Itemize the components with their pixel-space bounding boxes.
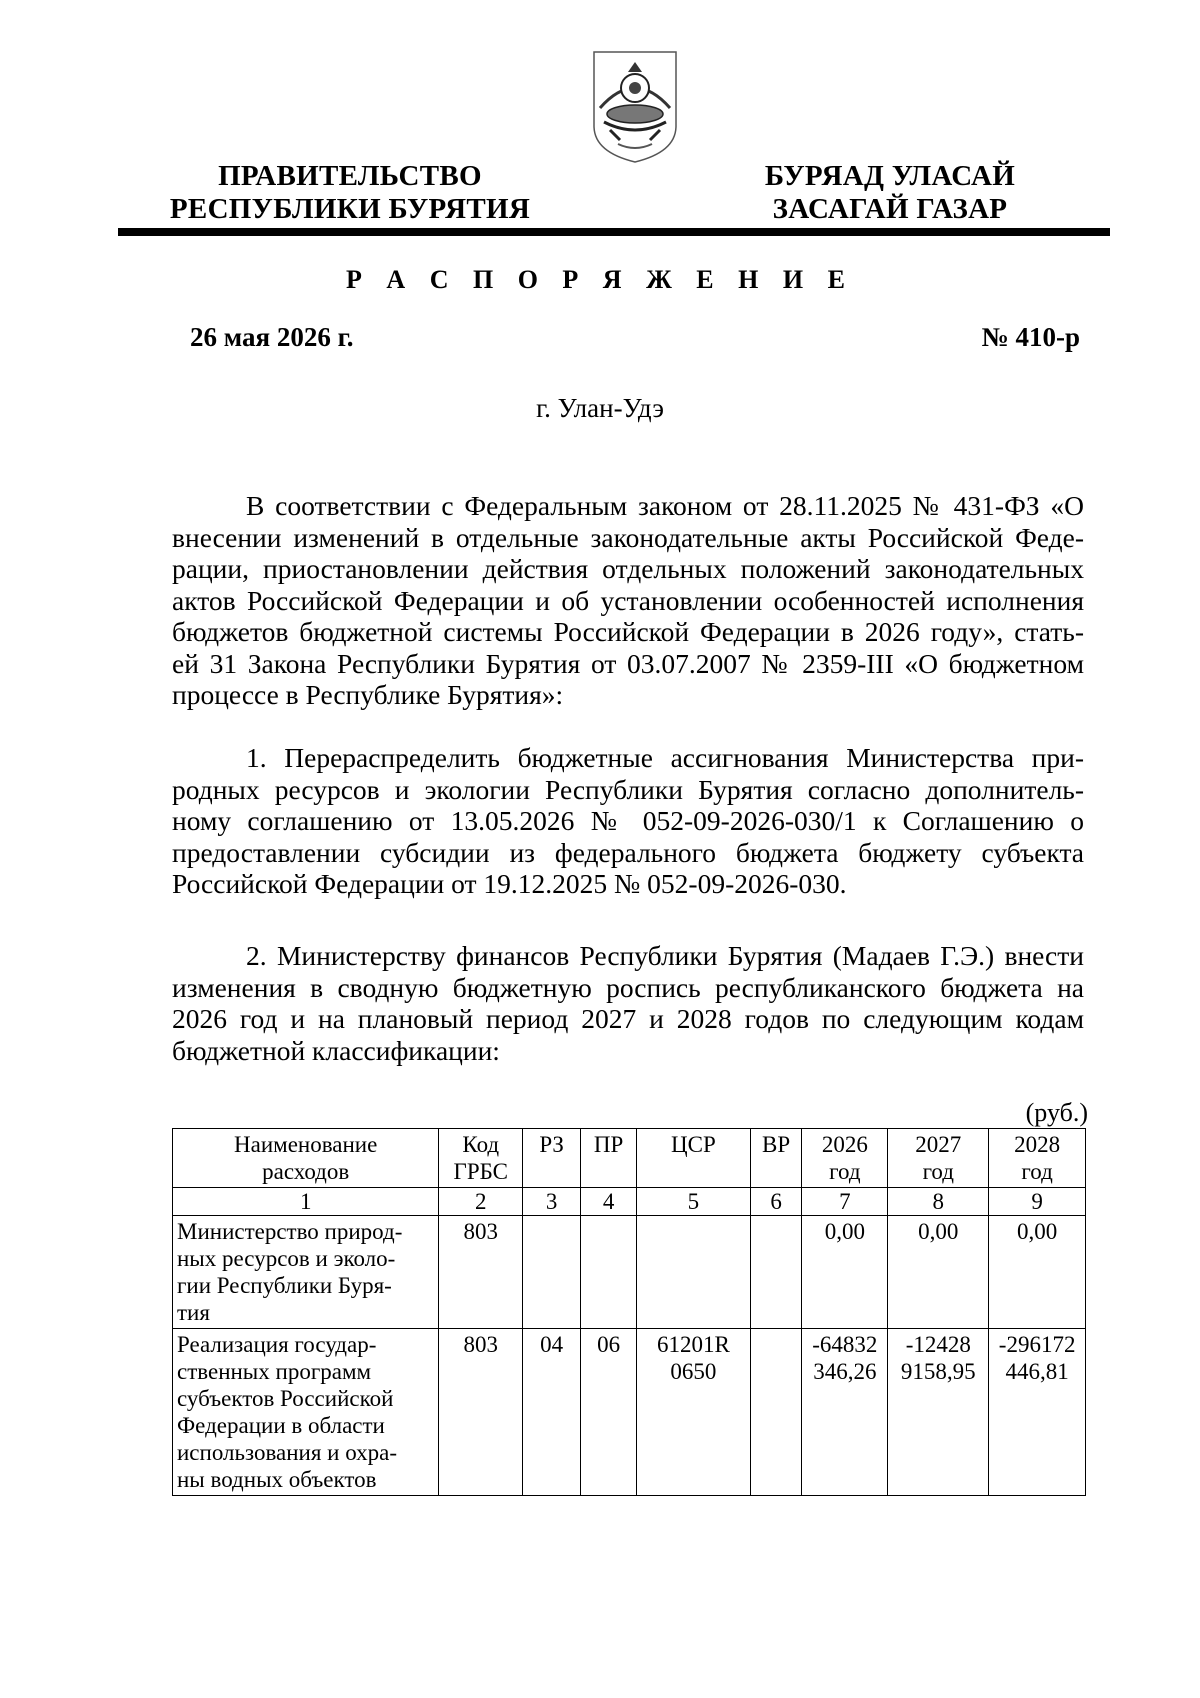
header-rz: РЗ bbox=[523, 1129, 581, 1188]
item-1-line: родных ресурсов и экологии Республики Бурятия согласно дополнитель- bbox=[172, 773, 1084, 805]
item-2-line: изменения в сводную бюджетную роспись республиканского бюджета на bbox=[172, 971, 1084, 1003]
preamble-line: бюджетов бюджетной системы Российской Федерации в 2026 году», стать- bbox=[172, 616, 1084, 647]
header-pr: ПР bbox=[581, 1129, 637, 1188]
row-pr: 06 bbox=[581, 1329, 637, 1496]
row-grbs: 803 bbox=[439, 1216, 523, 1329]
table-unit-label: (руб.) bbox=[1025, 1098, 1088, 1127]
column-number: 3 bbox=[523, 1188, 581, 1216]
row-name: Реализация государ- ственных программ субъектов Российской Федерации в области использования и охра- ны водных объектов bbox=[173, 1329, 439, 1496]
item-1-line: 1. Перераспределить бюджетные ассигнования Министерства при- bbox=[246, 742, 1084, 773]
preamble-line: внесении изменений в отдельные законодательные акты Российской Феде- bbox=[172, 521, 1084, 553]
row-rz bbox=[523, 1216, 581, 1329]
row-2028: 0,00 bbox=[989, 1216, 1086, 1329]
government-name-buryat bbox=[720, 160, 1060, 226]
column-number: 7 bbox=[802, 1188, 888, 1216]
table-row bbox=[173, 1216, 1086, 1329]
document-type: Р А С П О Р Я Ж Е Н И Е bbox=[346, 265, 854, 294]
header-name: Наименование расходов bbox=[173, 1129, 439, 1188]
preamble-paragraph bbox=[172, 490, 1084, 711]
row-2028: -296172 446,81 bbox=[989, 1329, 1086, 1496]
table-header-row bbox=[173, 1129, 1086, 1188]
row-grbs: 803 bbox=[439, 1329, 523, 1496]
row-rz: 04 bbox=[523, 1329, 581, 1496]
coat-of-arms-emblem bbox=[590, 48, 680, 166]
government-name-line-1: ПРАВИТЕЛЬСТВО bbox=[218, 160, 482, 192]
government-name-russian bbox=[150, 160, 550, 226]
row-2026: -64832 346,26 bbox=[802, 1329, 888, 1496]
document-date: 26 мая 2026 г. bbox=[190, 322, 354, 352]
preamble-line: рации, приостановлении действия отдельных положений законодательных bbox=[172, 553, 1084, 584]
government-name-line-2: РЕСПУБЛИКИ БУРЯТИЯ bbox=[169, 193, 531, 225]
document-number: № 410-р bbox=[981, 322, 1080, 352]
row-vr bbox=[750, 1216, 802, 1329]
item-2-line: 2026 год и на плановый период 2027 и 2028 годов по следующим кодам bbox=[172, 1003, 1084, 1034]
budget-table bbox=[172, 1128, 1086, 1496]
column-number: 1 bbox=[173, 1188, 439, 1216]
row-2026: 0,00 bbox=[802, 1216, 888, 1329]
item-1-line: предоставлении субсидии из федерального бюджета бюджету субъекта bbox=[172, 836, 1084, 868]
row-2027: -12428 9158,95 bbox=[888, 1329, 989, 1496]
item-2-line: бюджетной классификации: bbox=[172, 1034, 500, 1066]
row-2027: 0,00 bbox=[888, 1216, 989, 1329]
preamble-line: ей 31 Закона Республики Бурятия от 03.07.2007 № 2359-III «О бюджетном bbox=[172, 647, 1084, 679]
header-csr: ЦСР bbox=[636, 1129, 750, 1188]
item-1-line: Российской Федерации от 19.12.2025 № 052-09-2026-030. bbox=[172, 868, 847, 899]
document-city: г. Улан-Удэ bbox=[536, 393, 664, 423]
preamble-line: В соответствии с Федеральным законом от 28.11.2025 № 431-ФЗ «О bbox=[246, 490, 1084, 521]
row-csr: 61201R 0650 bbox=[636, 1329, 750, 1496]
column-number: 9 bbox=[989, 1188, 1086, 1216]
header-divider bbox=[118, 228, 1110, 236]
government-name-buryat-line-2: ЗАСАГАЙ ГАЗАР bbox=[772, 193, 1008, 225]
column-number-row bbox=[173, 1188, 1086, 1216]
row-csr bbox=[636, 1216, 750, 1329]
header-2027: 2027 год bbox=[888, 1129, 989, 1188]
row-pr bbox=[581, 1216, 637, 1329]
preamble-line: актов Российской Федерации и об установлении особенностей исполнения bbox=[172, 584, 1084, 616]
item-2-line: 2. Министерству финансов Республики Бурятия (Мадаев Г.Э.) внести bbox=[246, 940, 1084, 971]
row-name: Министерство природ- ных ресурсов и эколо- гии Республики Буря- тия bbox=[173, 1216, 439, 1329]
column-number: 2 bbox=[439, 1188, 523, 1216]
row-vr bbox=[750, 1329, 802, 1496]
header-2028: 2028 год bbox=[989, 1129, 1086, 1188]
item-2-paragraph bbox=[172, 940, 1084, 1066]
header-grbs: Код ГРБС bbox=[439, 1129, 523, 1188]
column-number: 8 bbox=[888, 1188, 989, 1216]
column-number: 4 bbox=[581, 1188, 637, 1216]
table-row bbox=[173, 1329, 1086, 1496]
item-1-line: ному соглашению от 13.05.2026 № 052-09-2026-030/1 к Соглашению о bbox=[172, 805, 1084, 836]
item-1-paragraph bbox=[172, 742, 1084, 900]
preamble-line: процессе в Республике Бурятия»: bbox=[172, 679, 564, 710]
column-number: 6 bbox=[750, 1188, 802, 1216]
header-2026: 2026 год bbox=[802, 1129, 888, 1188]
column-number: 5 bbox=[636, 1188, 750, 1216]
header-vr: ВР bbox=[750, 1129, 802, 1188]
government-name-buryat-line-1: БУРЯАД УЛАСАЙ bbox=[764, 160, 1016, 192]
